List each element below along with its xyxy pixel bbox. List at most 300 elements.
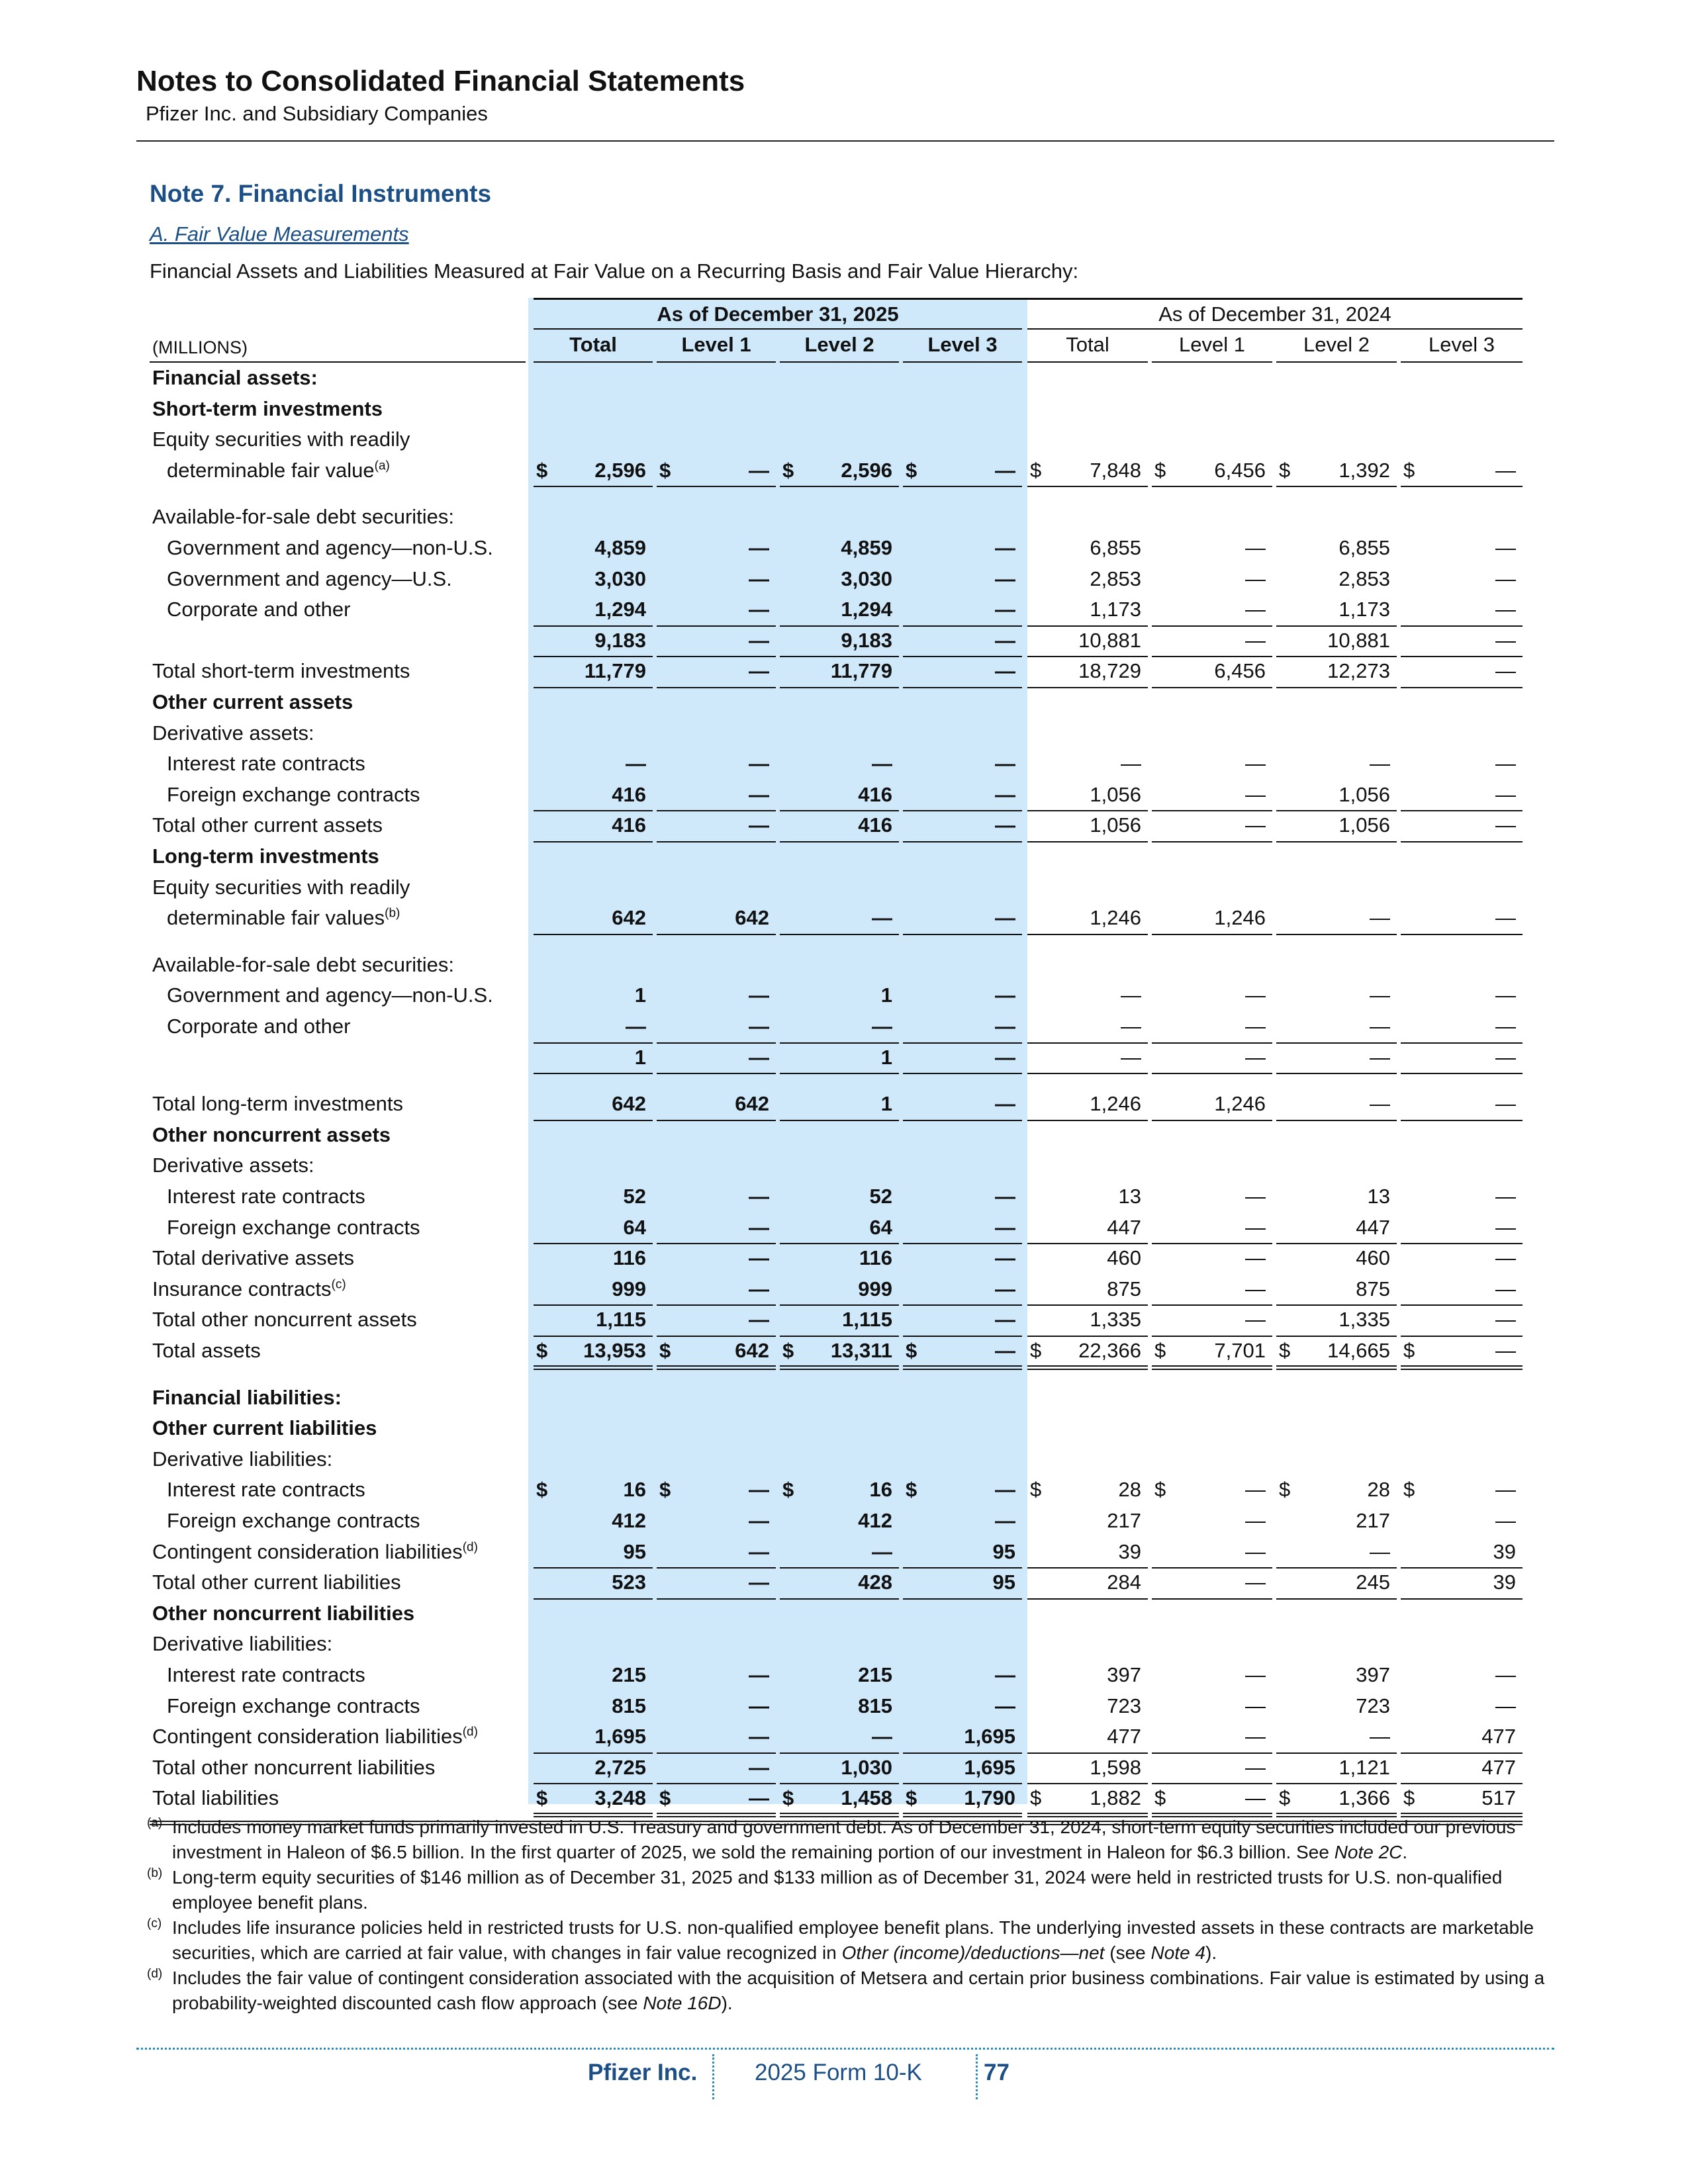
cell-underline — [1027, 486, 1148, 487]
row-label: Equity securities with readily — [152, 428, 410, 451]
group-header-2024: As of December 31, 2024 — [1158, 302, 1391, 326]
table-cell: — — [749, 1478, 769, 1502]
table-cell: 1,173 — [1090, 598, 1141, 621]
table-cell: — — [749, 1725, 769, 1749]
table-cell: — — [1245, 1308, 1266, 1332]
table-cell: — — [749, 1509, 769, 1532]
cell-underline — [1401, 1120, 1523, 1121]
cell-double-underline — [903, 1365, 1022, 1370]
table-cell: 1,366 — [1338, 1786, 1390, 1810]
table-cell: — — [995, 1045, 1015, 1069]
table-cell: 1 — [880, 983, 892, 1007]
cell-underline — [1152, 1567, 1272, 1569]
cell-underline — [1027, 1304, 1148, 1306]
dollar-sign: $ — [906, 1478, 917, 1502]
table-cell: 1,695 — [964, 1725, 1015, 1749]
cell-underline — [903, 810, 1022, 811]
column-header: Level 3 — [927, 333, 998, 356]
cell-underline — [903, 625, 1022, 627]
table-cell: 1,294 — [594, 598, 646, 621]
cell-underline — [1027, 1567, 1148, 1569]
cell-underline — [1276, 1598, 1397, 1600]
cell-underline — [1276, 1752, 1397, 1754]
column-header-rule — [1152, 361, 1272, 363]
document-subtitle: Pfizer Inc. and Subsidiary Companies — [146, 102, 488, 125]
dollar-sign: $ — [659, 458, 671, 482]
row-label: Financial assets: — [152, 366, 318, 389]
cell-underline — [1027, 934, 1148, 935]
cell-underline — [903, 1567, 1022, 1569]
dollar-sign: $ — [782, 1339, 794, 1362]
cell-underline — [903, 1073, 1022, 1074]
column-header: Level 1 — [1179, 333, 1245, 356]
table-cell: 1,056 — [1338, 782, 1390, 806]
cell-underline — [1401, 1783, 1523, 1784]
table-cell: — — [1370, 906, 1390, 930]
footer-divider — [136, 2048, 1554, 2050]
label-header-rule — [150, 361, 526, 363]
table-cell: — — [1245, 628, 1266, 652]
cell-underline — [1152, 841, 1272, 842]
cell-underline — [780, 1243, 899, 1244]
units-label: (MILLIONS) — [152, 338, 248, 357]
footnote-mark: (b) — [147, 1866, 163, 1880]
table-cell: 4,859 — [594, 536, 646, 559]
dollar-sign: $ — [659, 1478, 671, 1502]
table-cell: — — [1245, 598, 1266, 621]
table-cell: 1,392 — [1338, 458, 1390, 482]
cell-double-underline — [534, 1365, 653, 1370]
footnote-ref: (a) — [374, 459, 390, 473]
table-cell: 28 — [1118, 1478, 1141, 1502]
table-cell: — — [1245, 1694, 1266, 1717]
cell-underline — [1276, 810, 1397, 811]
table-cell: — — [1495, 1509, 1516, 1532]
footer-separator — [976, 2054, 978, 2099]
cell-underline — [1276, 934, 1397, 935]
dollar-sign: $ — [906, 1339, 917, 1362]
table-cell: 477 — [1481, 1725, 1516, 1749]
column-header-rule — [780, 361, 899, 363]
table-cell: — — [1495, 1663, 1516, 1686]
table-cell: 1,695 — [594, 1725, 646, 1749]
cell-underline — [534, 1598, 653, 1600]
table-cell: — — [749, 1539, 769, 1563]
table-cell: 416 — [612, 782, 646, 806]
cell-underline — [657, 625, 776, 627]
table-cell: 64 — [623, 1215, 646, 1239]
table-cell: — — [995, 1277, 1015, 1300]
cell-underline — [903, 1243, 1022, 1244]
table-cell: 10,881 — [1327, 628, 1390, 652]
cell-underline — [1276, 841, 1397, 842]
column-header-rule — [534, 361, 653, 363]
row-label: Total liabilities — [152, 1786, 279, 1810]
table-cell: — — [1370, 1092, 1390, 1116]
group-rule-2025 — [534, 328, 1022, 330]
row-label: Total short-term investments — [152, 659, 410, 683]
table-cell: 13 — [1367, 1185, 1390, 1208]
cell-underline — [1401, 1567, 1523, 1569]
footnote-ref: (b) — [385, 906, 400, 921]
cell-underline — [1152, 625, 1272, 627]
table-cell: 1,458 — [841, 1786, 892, 1810]
cell-underline — [780, 625, 899, 627]
row-label: determinable fair value$^{(a)}$ — [167, 458, 390, 482]
table-cell: — — [749, 1694, 769, 1717]
table-cell: — — [1370, 1539, 1390, 1563]
cell-underline — [534, 687, 653, 688]
table-cell: — — [1245, 1755, 1266, 1779]
column-header: Level 2 — [804, 333, 874, 356]
table-cell: 2,853 — [1090, 567, 1141, 590]
table-cell: — — [1495, 906, 1516, 930]
table-cell: 397 — [1356, 1663, 1390, 1686]
column-header-rule — [1027, 361, 1148, 363]
table-cell: 416 — [858, 813, 892, 837]
dollar-sign: $ — [1030, 458, 1042, 482]
table-cell: 1,695 — [964, 1755, 1015, 1779]
dollar-sign: $ — [782, 1786, 794, 1810]
table-cell: 7,848 — [1090, 458, 1141, 482]
cell-underline — [657, 1304, 776, 1306]
cell-underline — [534, 1073, 653, 1074]
fair-value-table — [150, 298, 1523, 1813]
row-label: Government and agency—non-U.S. — [167, 983, 493, 1007]
table-cell: — — [872, 1725, 892, 1749]
table-cell: — — [1495, 598, 1516, 621]
cell-double-underline — [1276, 1365, 1397, 1370]
row-label: Total derivative assets — [152, 1246, 354, 1270]
cell-underline — [657, 1073, 776, 1074]
table-cell: — — [995, 628, 1015, 652]
table-cell: 64 — [869, 1215, 892, 1239]
table-cell: — — [1370, 983, 1390, 1007]
dollar-sign: $ — [1403, 458, 1415, 482]
table-cell: — — [1370, 1725, 1390, 1749]
table-cell: — — [995, 1185, 1015, 1208]
table-cell: — — [1495, 752, 1516, 776]
table-cell: 11,779 — [830, 659, 892, 683]
table-cell: — — [1245, 1725, 1266, 1749]
table-cell: — — [749, 598, 769, 621]
row-label: Corporate and other — [167, 1015, 351, 1038]
table-cell: — — [995, 567, 1015, 590]
cell-underline — [657, 1598, 776, 1600]
dollar-sign: $ — [906, 1786, 917, 1810]
row-label: Derivative liabilities: — [152, 1447, 333, 1471]
cell-underline — [780, 486, 899, 487]
cell-underline — [1027, 1598, 1148, 1600]
table-cell: 875 — [1356, 1277, 1390, 1300]
table-cell: 460 — [1107, 1246, 1141, 1270]
table-cell: 1,056 — [1090, 782, 1141, 806]
table-cell: 16 — [623, 1478, 646, 1502]
column-header-rule — [657, 361, 776, 363]
table-cell: — — [1245, 752, 1266, 776]
dollar-sign: $ — [536, 458, 548, 482]
table-cell: 13 — [1118, 1185, 1141, 1208]
row-label: Total long-term investments — [152, 1092, 404, 1116]
cell-underline — [1027, 656, 1148, 657]
row-label: Interest rate contracts — [167, 1478, 365, 1502]
cell-underline — [903, 1336, 1022, 1337]
cell-underline — [903, 934, 1022, 935]
cell-underline — [534, 1567, 653, 1569]
dollar-sign: $ — [1279, 1339, 1291, 1362]
dollar-sign: $ — [1154, 1339, 1166, 1362]
footnote: (b) Long-term equity securities of $146 million as of December 31, 2025 and $133 million as of December 31, 2024 were held in restricted trusts for U.S. non-qualified employee benefit plans. — [147, 1865, 1550, 1915]
table-cell: 116 — [859, 1246, 892, 1270]
table-cell: 1 — [634, 1045, 646, 1069]
cell-underline — [1152, 1243, 1272, 1244]
table-cell: — — [995, 598, 1015, 621]
table-cell: 95 — [992, 1539, 1015, 1563]
note-title: Note 7. Financial Instruments — [150, 180, 492, 207]
cell-underline — [657, 841, 776, 842]
cell-underline — [534, 1120, 653, 1121]
cell-underline — [1401, 1752, 1523, 1754]
table-cell: — — [872, 1015, 892, 1038]
cell-double-underline — [1152, 1365, 1272, 1370]
table-cell: — — [1495, 1308, 1516, 1332]
column-header: Total — [569, 333, 617, 356]
dollar-sign: $ — [536, 1339, 548, 1362]
cell-underline — [534, 1042, 653, 1044]
row-label: Government and agency—non-U.S. — [167, 536, 493, 559]
table-cell: 39 — [1118, 1539, 1141, 1563]
table-cell: — — [626, 1015, 646, 1038]
header-divider — [136, 140, 1554, 142]
table-cell: 217 — [1107, 1509, 1141, 1532]
table-cell: — — [995, 458, 1015, 482]
table-cell: 2,596 — [841, 458, 892, 482]
table-cell: 523 — [612, 1570, 646, 1594]
cell-underline — [903, 841, 1022, 842]
row-label: Derivative liabilities: — [152, 1632, 333, 1656]
table-cell: — — [1495, 1277, 1516, 1300]
table-cell: — — [1495, 1694, 1516, 1717]
table-cell: 460 — [1356, 1246, 1390, 1270]
table-cell: 397 — [1107, 1663, 1141, 1686]
row-label: Interest rate contracts — [167, 1663, 365, 1686]
table-cell: 416 — [858, 782, 892, 806]
table-cell: — — [1495, 628, 1516, 652]
dollar-sign: $ — [782, 1478, 794, 1502]
table-cell: — — [749, 567, 769, 590]
footnote: (c) Includes life insurance policies held in restricted trusts for U.S. non-qualified employee benefit plans. The underlying invested assets in these contracts are marketable securities, which are carried at fair value, with changes in fair value recognized in Other (income)/deductions—net (see Note 4). — [147, 1915, 1550, 1966]
table-cell: — — [995, 1663, 1015, 1686]
table-cell: — — [1245, 1478, 1266, 1502]
cell-underline — [780, 1120, 899, 1121]
table-cell: 1,882 — [1090, 1786, 1141, 1810]
cell-underline — [657, 687, 776, 688]
dollar-sign: $ — [1279, 1786, 1291, 1810]
footnote-ref: (d) — [462, 1725, 478, 1739]
table-cell: — — [1245, 1185, 1266, 1208]
table-cell: — — [995, 1215, 1015, 1239]
table-cell: — — [872, 752, 892, 776]
table-cell: — — [749, 659, 769, 683]
table-cell: 1 — [880, 1092, 892, 1116]
footnotes — [147, 1815, 1550, 2016]
table-cell: — — [1121, 983, 1141, 1007]
row-label: determinable fair values$^{(b)}$ — [167, 906, 400, 930]
cell-underline — [534, 1752, 653, 1754]
table-cell: — — [1245, 1570, 1266, 1594]
cell-underline — [780, 1783, 899, 1784]
table-cell: — — [1121, 1015, 1141, 1038]
dollar-sign: $ — [1030, 1786, 1042, 1810]
table-cell: — — [1121, 1045, 1141, 1069]
table-cell: 284 — [1107, 1570, 1141, 1594]
table-cell: 999 — [858, 1277, 892, 1300]
table-cell: — — [1245, 1539, 1266, 1563]
table-cell: 447 — [1356, 1215, 1390, 1239]
table-cell: 10,881 — [1078, 628, 1141, 652]
table-cell: — — [1495, 983, 1516, 1007]
table-cell: — — [1495, 659, 1516, 683]
row-label: Government and agency—U.S. — [167, 567, 452, 590]
table-cell: 9,183 — [594, 628, 646, 652]
table-cell: 815 — [612, 1694, 646, 1717]
table-cell: — — [749, 1755, 769, 1779]
table-cell: 1,173 — [1338, 598, 1390, 621]
table-cell: 723 — [1356, 1694, 1390, 1717]
dollar-sign: $ — [1154, 1786, 1166, 1810]
footer-separator — [712, 2054, 714, 2099]
table-cell: — — [1370, 752, 1390, 776]
row-label: Derivative assets: — [152, 721, 314, 745]
table-cell: — — [1245, 1246, 1266, 1270]
row-label: Total other noncurrent liabilities — [152, 1755, 436, 1779]
footnote-ref: (d) — [462, 1540, 478, 1555]
table-cell: — — [1245, 813, 1266, 837]
dollar-sign: $ — [1030, 1339, 1042, 1362]
cell-underline — [903, 1752, 1022, 1754]
footer-form: 2025 Form 10-K — [755, 2060, 922, 2085]
column-header-rule — [903, 361, 1022, 363]
table-cell: 3,030 — [594, 567, 646, 590]
table-cell: 13,953 — [583, 1339, 646, 1362]
cell-underline — [534, 1304, 653, 1306]
table-cell: — — [749, 1786, 769, 1810]
table-cell: 116 — [612, 1246, 646, 1270]
cell-underline — [657, 934, 776, 935]
cell-underline — [657, 1567, 776, 1569]
cell-underline — [1276, 1243, 1397, 1244]
table-cell: 245 — [1356, 1570, 1390, 1594]
footnote-mark: (c) — [147, 1917, 162, 1931]
table-cell: — — [749, 458, 769, 482]
table-cell: — — [749, 1570, 769, 1594]
table-cell: — — [1245, 782, 1266, 806]
dollar-sign: $ — [782, 458, 794, 482]
cell-underline — [1401, 625, 1523, 627]
table-cell: 1,115 — [596, 1308, 646, 1332]
cell-underline — [1276, 1073, 1397, 1074]
table-cell: — — [995, 536, 1015, 559]
cell-underline — [1276, 656, 1397, 657]
table-cell: — — [995, 813, 1015, 837]
cell-underline — [1152, 1073, 1272, 1074]
table-cell: — — [749, 782, 769, 806]
cell-underline — [780, 934, 899, 935]
dollar-sign: $ — [906, 458, 917, 482]
table-cell: 1,294 — [841, 598, 892, 621]
cell-underline — [1276, 625, 1397, 627]
section-link-fair-value[interactable]: A. Fair Value Measurements — [150, 222, 409, 246]
table-cell: — — [1495, 813, 1516, 837]
cell-underline — [780, 1336, 899, 1337]
row-label: Derivative assets: — [152, 1154, 314, 1177]
cell-underline — [903, 687, 1022, 688]
table-cell: — — [995, 752, 1015, 776]
footer-company: Pfizer Inc. — [588, 2060, 698, 2085]
row-label: Foreign exchange contracts — [167, 1509, 420, 1532]
cell-underline — [903, 1598, 1022, 1600]
table-cell: 477 — [1481, 1755, 1516, 1779]
table-cell: 1,335 — [1338, 1308, 1390, 1332]
cell-double-underline — [1027, 1365, 1148, 1370]
row-label: Contingent consideration liabilities$^{(d)}$ — [152, 1725, 478, 1749]
table-cell: — — [995, 1092, 1015, 1116]
table-cell: 95 — [992, 1570, 1015, 1594]
cell-underline — [903, 1304, 1022, 1306]
table-cell: — — [749, 1277, 769, 1300]
table-cell: — — [749, 1308, 769, 1332]
dollar-sign: $ — [1154, 1478, 1166, 1502]
cell-underline — [1027, 1243, 1148, 1244]
cell-underline — [903, 1042, 1022, 1044]
table-cell: — — [995, 983, 1015, 1007]
column-header: Total — [1066, 333, 1109, 356]
table-cell: — — [749, 536, 769, 559]
table-cell: 642 — [735, 1092, 769, 1116]
cell-underline — [1152, 687, 1272, 688]
table-cell: — — [995, 1339, 1015, 1362]
cell-underline — [1276, 687, 1397, 688]
column-header-rule — [1276, 361, 1397, 363]
table-cell: — — [1245, 567, 1266, 590]
cell-underline — [534, 934, 653, 935]
table-cell: — — [1370, 1015, 1390, 1038]
cell-underline — [1152, 1042, 1272, 1044]
note-reference: Note 2C — [1334, 1842, 1403, 1862]
cell-underline — [657, 486, 776, 487]
column-header: Level 2 — [1303, 333, 1370, 356]
cell-underline — [657, 810, 776, 811]
dollar-sign: $ — [1403, 1339, 1415, 1362]
table-cell: — — [1495, 1045, 1516, 1069]
table-cell: 642 — [735, 1339, 769, 1362]
table-cell: 18,729 — [1078, 659, 1141, 683]
table-cell: 815 — [858, 1694, 892, 1717]
cell-underline — [1401, 1243, 1523, 1244]
cell-underline — [1401, 656, 1523, 657]
cell-underline — [1401, 1598, 1523, 1600]
row-label: Available-for-sale debt securities: — [152, 505, 455, 529]
dollar-sign: $ — [536, 1478, 548, 1502]
table-cell: 14,665 — [1327, 1339, 1390, 1362]
table-cell: 6,456 — [1214, 659, 1266, 683]
cell-underline — [1027, 687, 1148, 688]
row-label: Contingent consideration liabilities$^{(d)}$ — [152, 1539, 478, 1563]
cell-underline — [1027, 1336, 1148, 1337]
table-cell: 95 — [623, 1539, 646, 1563]
footnote-ref: (c) — [331, 1277, 346, 1292]
cell-underline — [534, 1783, 653, 1784]
